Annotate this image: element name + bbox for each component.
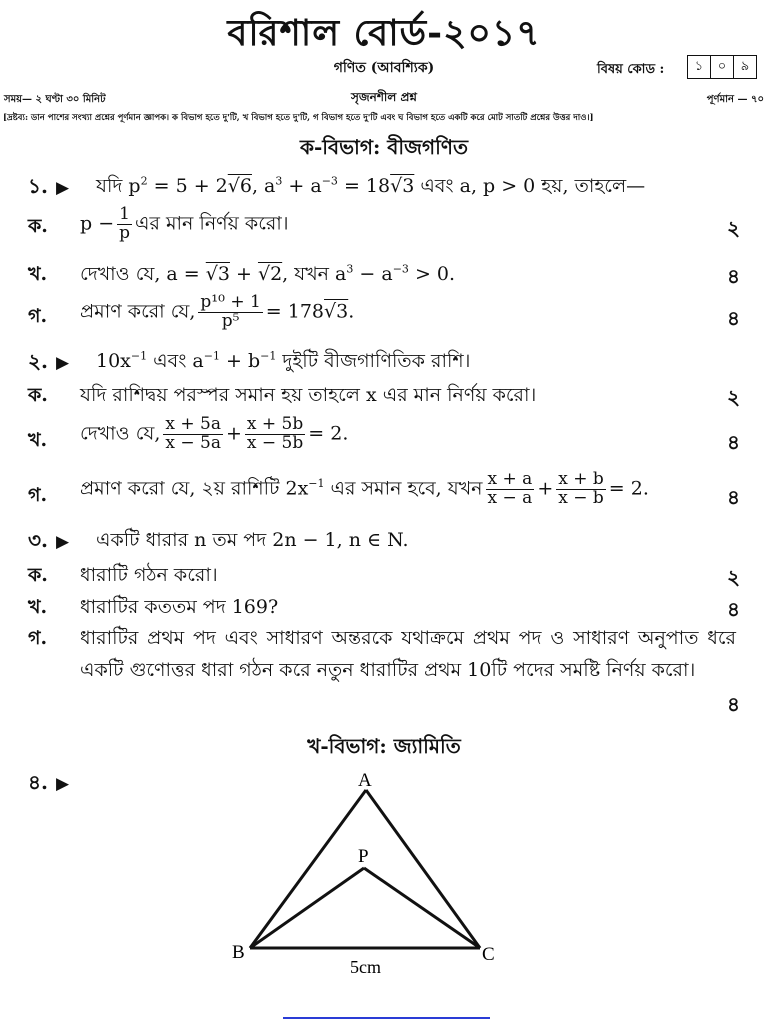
question-3-part-c-text: ধারাটির প্রথম পদ এবং সাধারণ অন্তরকে যথাক্রমে প্রথম পদ ও সাধারণ অনুপাত ধরে একটি গুণোত্তর ধারা গঠন করে নতুন ধারাটির প্রথম 10টি পদের সমষ্টি নির্ণয় করো।	[80, 627, 736, 681]
segment-pc	[364, 868, 480, 948]
stem-text: = 18	[337, 175, 391, 197]
numerator: 1	[119, 204, 130, 224]
section-b-title: খ-বিভাগ: জ্যামিতি	[307, 734, 461, 758]
part-mark: ২	[726, 216, 740, 240]
part-text: ধারাটির কততম পদ 169?	[80, 596, 279, 618]
denominator: x − 5b	[246, 432, 304, 453]
subject-code-label: বিষয় কোড :	[597, 62, 665, 77]
expr-text: = 178	[265, 300, 325, 323]
part-text	[80, 471, 649, 508]
fraction	[556, 471, 606, 508]
segment-bp	[250, 868, 364, 948]
stem-text: 10x	[96, 350, 131, 372]
question-1-part-b	[28, 260, 748, 294]
time-allowed: সময়— ২ ঘণ্টা ৩০ মিনিট	[4, 94, 106, 105]
subject-code-digit: ১	[687, 55, 711, 79]
part-label: গ.	[28, 305, 48, 327]
part-text: ধারাটি গঠন করো।	[80, 564, 218, 586]
bottom-link-underline	[283, 1017, 490, 1019]
denominator: p	[119, 222, 131, 243]
part-mark: ২	[726, 565, 740, 589]
expr-text: +	[537, 477, 554, 500]
base-length-label: 5cm	[350, 957, 381, 977]
expr-text: +	[226, 422, 242, 445]
part-label: গ.	[28, 484, 48, 506]
question-1-part-c	[28, 292, 748, 336]
subject-code-digit: ৯	[734, 55, 757, 79]
fraction	[163, 416, 223, 453]
stem-text: এবং a	[147, 350, 204, 372]
expr-text: প্রমাণ করো যে, ২য় রাশিটি 2x	[80, 477, 309, 500]
part-label: খ.	[28, 429, 48, 451]
fraction	[198, 294, 262, 331]
exponent: −1	[308, 477, 325, 491]
expr-text: +	[229, 263, 258, 285]
instruction-note: [দ্রষ্টব্য: ডান পাশের সংখ্যা প্রশ্নের পূর্ণমান জ্ঞাপক। ক বিভাগ হতে দু'টি, খ বিভাগ হতে দু'টি, গ বিভাগ হতে দু'টি এবং ঘ বিভাগ হতে একটি করে মোট সাতটি প্রশ্নের উত্তর দাও।]	[3, 113, 594, 123]
radical: √2	[257, 263, 283, 285]
part-mark: ৪	[727, 597, 740, 621]
stem-text: + a	[282, 175, 322, 197]
denominator: p⁵	[221, 310, 240, 331]
vertex-label-a: A	[358, 770, 372, 791]
part-label: ক.	[28, 384, 48, 406]
radical: √6	[227, 175, 252, 197]
exponent: −1	[203, 349, 220, 363]
question-arrow-icon: ▶	[55, 178, 70, 198]
subject-code-digit: ০	[711, 55, 734, 79]
expr-text: − a	[353, 263, 393, 285]
expr-text: এর মান নির্ণয় করো।	[135, 212, 289, 235]
question-2-stem	[96, 347, 470, 379]
expr-text: > 0.	[408, 263, 456, 285]
radical: √3	[205, 263, 230, 285]
question-arrow-icon: ▶	[55, 774, 70, 794]
side-ac	[366, 790, 480, 948]
stem-text: যদি p	[96, 175, 141, 197]
part-text: যদি রাশিদ্বয় পরস্পর সমান হয় তাহলে x এর মান নির্ণয় করো।	[80, 384, 537, 406]
radical: √3	[324, 300, 349, 323]
exponent: −1	[130, 349, 148, 363]
question-1-part-a	[28, 204, 748, 246]
question-2-number	[28, 347, 69, 380]
expr-text: এর সমান হবে, যখন	[324, 477, 483, 500]
exponent: −1	[260, 349, 277, 363]
question-arrow-icon: ▶	[55, 532, 70, 552]
question-number-text: ৩.	[28, 528, 48, 552]
denominator: x − 5a	[165, 432, 221, 453]
question-2-part-b	[28, 414, 748, 460]
part-mark: ৪	[727, 306, 740, 330]
part-label: খ.	[28, 596, 48, 618]
numerator: x + 5b	[246, 414, 304, 434]
expr-text: দেখাও যে,	[80, 422, 161, 445]
vertex-label-p: P	[358, 846, 369, 867]
expr-text: দেখাও যে, a =	[80, 263, 206, 285]
section-a-title: ক-বিভাগ: বীজগণিত	[300, 135, 468, 159]
exponent: 3	[346, 262, 354, 276]
vertex-label-b: B	[232, 942, 245, 963]
part-mark: ৪	[727, 430, 740, 454]
part-text	[80, 294, 354, 331]
question-number-text: ৪.	[28, 770, 48, 794]
expr-text: , যখন a	[282, 263, 347, 285]
part-mark: ৪	[727, 264, 740, 288]
stem-text: + b	[219, 350, 261, 372]
part-label: ক.	[28, 564, 48, 586]
part-label: ক.	[28, 215, 48, 237]
exponent: −3	[392, 262, 409, 276]
part-text	[80, 206, 289, 243]
numerator: x + b	[558, 469, 604, 489]
question-4-number	[28, 768, 69, 801]
expr-text: .	[348, 300, 355, 323]
numerator: x + a	[487, 469, 533, 489]
subject-code-boxes	[687, 55, 757, 79]
denominator: x − b	[558, 487, 604, 508]
stem-text: দুইটি বীজগাণিতিক রাশি।	[276, 350, 471, 372]
question-3-part-a	[28, 561, 748, 595]
exponent: 2	[140, 174, 148, 188]
part-text	[80, 416, 348, 453]
exponent: 3	[275, 174, 283, 188]
side-ab	[250, 790, 366, 948]
subject-title: গণিত (আবশ্যিক)	[333, 60, 435, 76]
question-type: সৃজনশীল প্রশ্ন	[351, 90, 417, 104]
fraction	[486, 471, 535, 508]
part-mark: ৪	[727, 692, 740, 716]
stem-text: এবং a, p > 0 হয়, তাহলে—	[414, 175, 646, 197]
radical: √3	[390, 175, 415, 197]
exponent: −3	[321, 174, 338, 188]
question-3-stem: একটি ধারার n তম পদ 2n − 1, n ∈ N.	[96, 529, 409, 551]
part-mark: ৪	[727, 485, 740, 509]
full-marks: পূর্ণমান — ৭০	[706, 94, 764, 105]
part-label: গ.	[28, 627, 48, 649]
board-title: বরিশাল বোর্ড-২০১৭	[227, 12, 541, 54]
fraction	[245, 416, 305, 453]
triangle-figure	[200, 770, 520, 982]
question-number-text: ২.	[28, 349, 48, 373]
part-mark: ২	[726, 385, 740, 409]
vertex-label-c: C	[482, 944, 495, 965]
question-2-part-a	[28, 381, 748, 415]
part-label: খ.	[28, 263, 48, 285]
fraction	[117, 206, 132, 243]
expr-text: p −	[80, 212, 115, 235]
stem-text: , a	[251, 175, 276, 197]
numerator: x + 5a	[165, 414, 221, 434]
expr-text: = 2.	[608, 477, 649, 500]
question-number-text: ১.	[28, 174, 48, 198]
question-3-number	[28, 526, 69, 559]
expr-text: প্রমাণ করো যে,	[80, 300, 196, 323]
question-1-stem	[96, 172, 645, 204]
part-text	[80, 260, 455, 292]
question-1-number	[28, 172, 69, 205]
question-arrow-icon: ▶	[55, 353, 70, 373]
denominator: x − a	[487, 487, 533, 508]
expr-text: = 2.	[308, 422, 349, 445]
question-2-part-c	[28, 469, 748, 515]
numerator: p¹⁰ + 1	[200, 292, 261, 312]
stem-text: = 5 + 2	[147, 175, 228, 197]
